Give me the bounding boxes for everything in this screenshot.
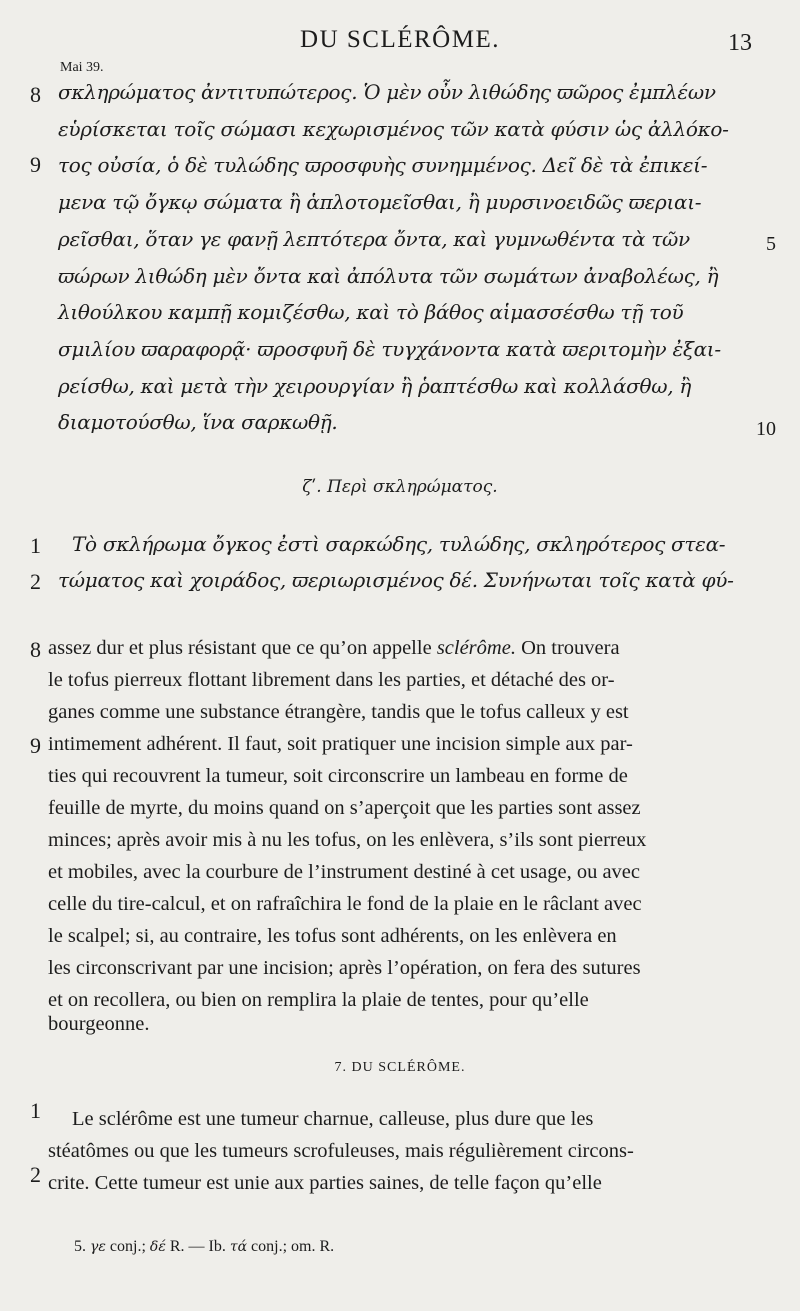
- footnote-text: conj.;: [105, 1238, 150, 1255]
- footnote-number: 5.: [74, 1238, 86, 1255]
- french-text-line: et mobiles, avec la courbure de l’instrument destiné à cet usage, ou avec: [48, 861, 640, 883]
- line-number: 8: [30, 637, 41, 662]
- footnote-greek: τά: [229, 1239, 248, 1255]
- greek-text-line: ρεῖσθαι, ὅταν γε φανῇ λεπτότερα ὄντα, καὶ γυμνωθέντα τὰ τῶν: [58, 227, 690, 251]
- french-text-line: [48, 637, 620, 660]
- greek-text-line: λιθούλκου καμπῇ κομιζέσθω, καὶ τὸ βάθος αἱμασσέσθω τῇ τοῦ: [58, 300, 684, 324]
- greek-text-line: σκληρώματος ἀντιτυπώτερος. Ὁ μὲν οὖν λιθώδης ϖῶρος ἐμπλέων: [58, 80, 716, 104]
- line-number: 2: [30, 1162, 41, 1187]
- greek-text-line: τος οὐσία, ὁ δὲ τυλώδης ϖροσφυὴς συνημμένος. Δεῖ δὲ τὰ ἐπικεί-: [58, 153, 708, 177]
- page-number: 13: [728, 30, 752, 56]
- line-number: 1: [30, 1098, 41, 1123]
- french-text-line: Le sclérôme est une tumeur charnue, calleuse, plus dure que les: [72, 1108, 594, 1130]
- margin-note: Mai 39.: [60, 60, 104, 75]
- french-text-span: assez dur et plus résistant que ce qu’on appelle: [48, 637, 437, 659]
- french-text-line: feuille de myrte, du moins quand on s’aperçoit que les parties sont assez: [48, 797, 641, 819]
- line-number: 8: [30, 82, 41, 107]
- greek-text-line: εὑρίσκεται τοῖς σώμασι κεχωρισμένος τῶν κατὰ φύσιν ὡς ἀλλόκο-: [58, 117, 729, 141]
- greek-text-line: σμιλίου ϖαραφορᾷ· ϖροσφυῆ δὲ τυγχάνοντα κατὰ ϖεριτομὴν ἐξαι-: [58, 337, 721, 361]
- french-text-line: le tofus pierreux flottant librement dans les parties, et détaché des or-: [48, 669, 615, 691]
- greek-section-title: ζʹ. Περὶ σκληρώματος.: [302, 477, 498, 497]
- french-text-line: intimement adhérent. Il faut, soit pratiquer une incision simple aux par-: [48, 733, 633, 755]
- greek-text-line: διαμοτούσθω, ἵνα σαρκωθῇ.: [58, 410, 338, 434]
- french-text-line: le scalpel; si, au contraire, les tofus sont adhérents, on les enlèvera en: [48, 925, 617, 947]
- line-number: 9: [30, 733, 41, 758]
- french-text-line: crite. Cette tumeur est unie aux parties saines, de telle façon qu’elle: [48, 1172, 602, 1194]
- footnote-greek: δέ: [149, 1239, 166, 1255]
- greek-text-line: ρείσθω, καὶ μετὰ τὴν χειρουργίαν ἢ ῥαπτέσθω καὶ κολλάσθω, ἢ: [58, 374, 692, 398]
- footnote-text: R. — Ib.: [165, 1238, 230, 1255]
- line-number: 10: [756, 418, 776, 440]
- french-text-line: ganes comme une substance étrangère, tandis que le tofus calleux y est: [48, 701, 629, 723]
- french-text-line: minces; après avoir mis à nu les tofus, on les enlèvera, s’ils sont pierreux: [48, 829, 647, 851]
- french-text-span: On trouvera: [515, 637, 620, 659]
- running-head: DU SCLÉRÔME.: [300, 26, 500, 53]
- french-italic-term: sclérôme.: [436, 637, 516, 659]
- footnote-greek: γε: [90, 1239, 106, 1255]
- french-text-line: et on recollera, ou bien on remplira la plaie de tentes, pour qu’elle: [48, 989, 589, 1011]
- french-text-line: ties qui recouvrent la tumeur, soit circonscrire un lambeau en forme de: [48, 765, 628, 787]
- greek-text-line: Τὸ σκλήρωμα ὄγκος ἐστὶ σαρκώδης, τυλώδης, σκληρότερος στεα-: [72, 532, 726, 556]
- line-number: 5: [766, 233, 776, 255]
- greek-text-line: μενα τῷ ὄγκῳ σώματα ἢ ἁπλοτομεῖσθαι, ἢ μυρσινοειδῶς ϖεριαι-: [58, 190, 702, 214]
- french-text-line: bourgeonne.: [48, 1013, 150, 1035]
- footnote: [74, 1238, 334, 1256]
- footnote-text: conj.; om. R.: [247, 1238, 335, 1255]
- french-text-line: celle du tire-calcul, et on rafraîchira le fond de la plaie en le râclant avec: [48, 893, 642, 915]
- line-number: 1: [30, 533, 41, 558]
- line-number: 9: [30, 152, 41, 177]
- french-section-title: 7. DU SCLÉRÔME.: [334, 1060, 466, 1075]
- greek-text-line: ϖώρων λιθώδη μὲν ὄντα καὶ ἀπόλυτα τῶν σωμάτων ἀναβολέως, ἢ: [58, 264, 719, 288]
- greek-text-line: τώματος καὶ χοιράδος, ϖεριωρισμένος δέ. Συνήνωται τοῖς κατὰ φύ-: [58, 568, 734, 592]
- french-text-line: stéatômes ou que les tumeurs scrofuleuses, mais régulièrement circons-: [48, 1140, 634, 1162]
- french-text-line: les circonscrivant par une incision; après l’opération, on fera des sutures: [48, 957, 641, 979]
- line-number: 2: [30, 569, 41, 594]
